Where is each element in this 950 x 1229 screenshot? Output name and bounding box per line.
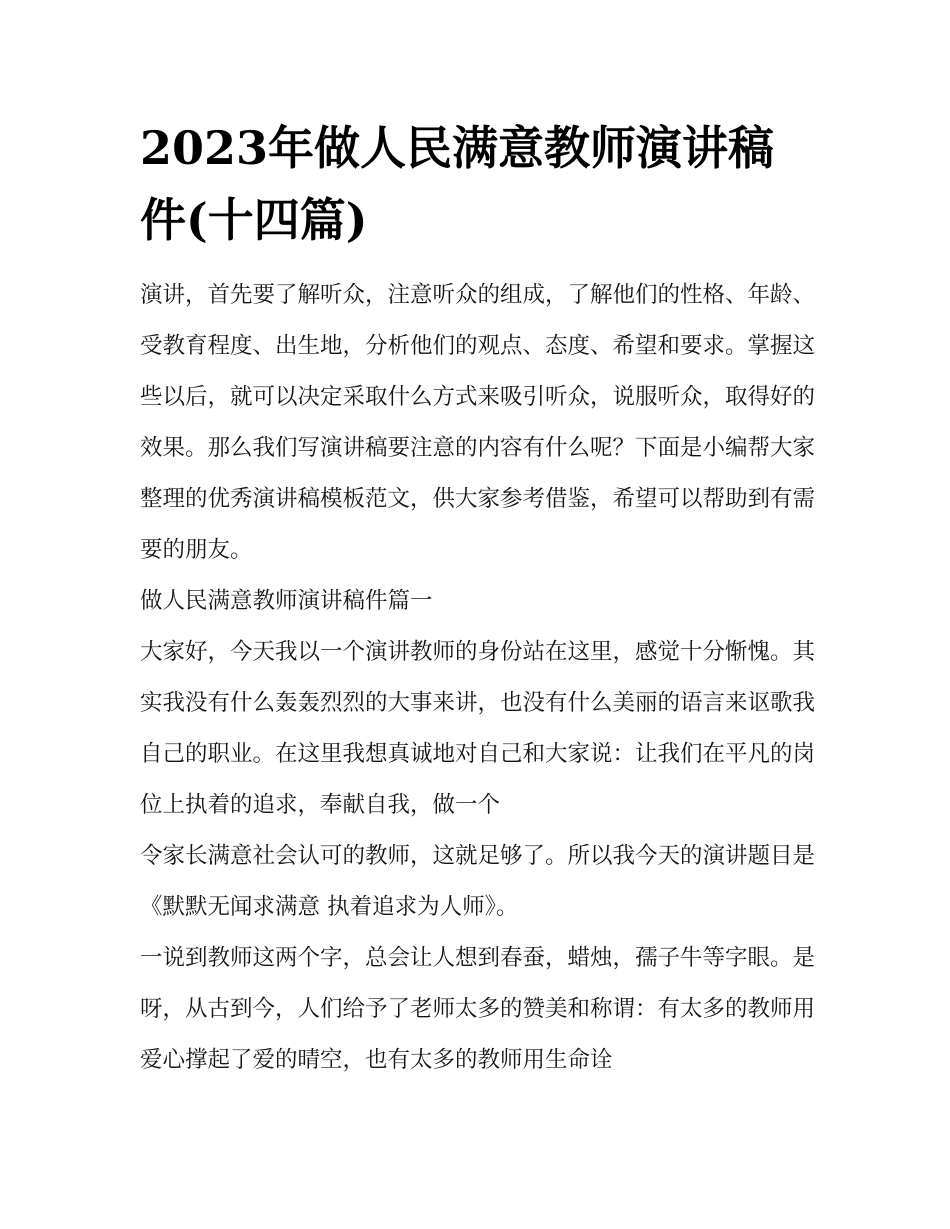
body-paragraph: 一说到教师这两个字，总会让人想到春蚕，蜡烛，孺子牛等字眼。是呀，从古到今，人们给予了老师太多的赞美和称谓：有太多的教师用爱心撑起了爱的晴空，也有太多的教师用生命诠	[140, 945, 816, 1073]
document-title: 2023年做人民满意教师演讲稿件(十四篇)	[140, 121, 775, 247]
section-heading: 做人民满意教师演讲稿件篇一	[140, 588, 433, 614]
document-body	[140, 270, 815, 1086]
document-page	[140, 112, 815, 1086]
body-paragraph: 大家好，今天我以一个演讲教师的身份站在这里，感觉十分惭愧。其实我没有什么轰轰烈烈的大事来讲，也没有什么美丽的语言来讴歌我自己的职业。在这里我想真诚地对自己和大家说：让我们在平凡的岗位上执着的追求，奉献自我，做一个	[140, 639, 816, 818]
intro-paragraph: 演讲，首先要了解听众，注意听众的组成，了解他们的性格、年龄、受教育程度、出生地，分析他们的观点、态度、希望和要求。掌握这些以后，就可以决定采取什么方式来吸引听众，说服听众，取得好的效果。那么我们写演讲稿要注意的内容有什么呢？下面是小编帮大家整理的优秀演讲稿模板范文，供大家参考借鉴，希望可以帮助到有需要的朋友。	[140, 282, 816, 563]
body-paragraph: 令家长满意社会认可的教师，这就足够了。所以我今天的演讲题目是《默默无闻求满意 执着追求为人师》。	[140, 843, 816, 920]
